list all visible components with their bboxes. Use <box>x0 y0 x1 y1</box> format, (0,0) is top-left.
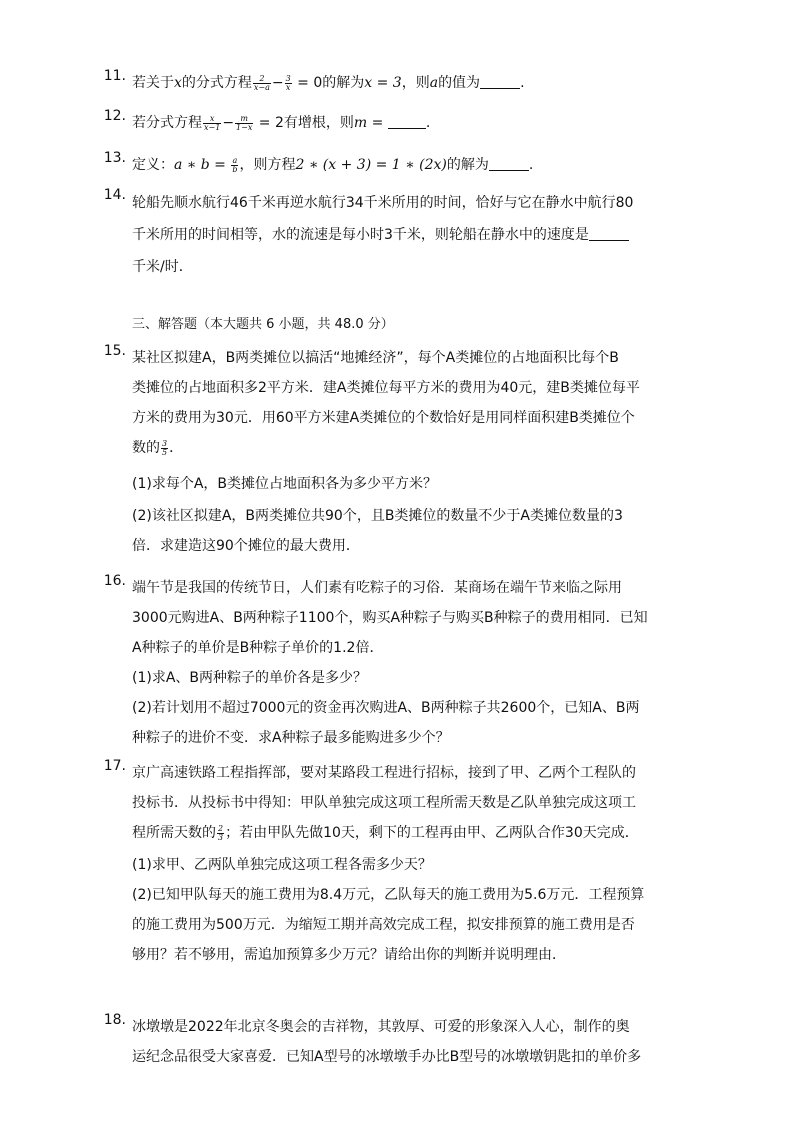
question-15 <box>103 343 672 561</box>
var: m <box>353 115 368 131</box>
question-text: 方米的费用为30元．用60平方米建A类摊位的个数恰好是用同样面积建B类摊位个 <box>132 410 635 426</box>
denominator: b <box>232 165 238 174</box>
text: 千米所用的时间相等，水的流速是每小时3千米，则轮船在静水中的速度是 <box>132 227 589 243</box>
answer-blank[interactable] <box>480 74 520 89</box>
text: = <box>367 115 388 131</box>
question-text: 轮船先顺水航行46千米再逆水航行34千米所用的时间，恰好与它在静水中航行80 <box>132 195 634 211</box>
question-18 <box>103 1012 672 1072</box>
answer-blank[interactable] <box>388 114 426 129</box>
question-17 <box>103 758 672 970</box>
denominator: x <box>285 83 291 92</box>
sub-question: (1)求甲、乙两队单独完成这项工程各需多少天？ <box>132 857 432 873</box>
text: 数的 <box>132 440 160 456</box>
fraction <box>231 157 238 174</box>
denominator: 3 <box>218 833 224 842</box>
sub-question: 的施工费用为500万元．为缩短工期并高效完成工程，拟安排预算的施工费用是否 <box>132 917 635 933</box>
text: 的值为 <box>438 75 481 91</box>
fraction <box>203 115 221 132</box>
question-14 <box>103 187 672 283</box>
question-text <box>132 68 672 98</box>
numerator: 3 <box>162 439 168 448</box>
text: . <box>528 157 534 173</box>
numerator: 3 <box>285 74 291 83</box>
text: − <box>222 115 235 131</box>
question-number: 11. <box>103 68 126 84</box>
section-heading: 三、解答题（本大题共 6 小题，共 48.0 分） <box>132 317 394 332</box>
question-text <box>132 150 672 180</box>
question-12 <box>103 108 672 138</box>
question-text: 运纪念品很受大家喜爱．已知A型号的冰墩墩手办比B型号的冰墩墩钥匙扣的单价多 <box>132 1049 642 1065</box>
text: 程所需天数的 <box>132 825 216 841</box>
text: = 2有增根，则 <box>254 115 354 131</box>
denominator: 1−x <box>236 123 253 132</box>
question-text: 投标书．从投标书中得知：甲队单独完成这项工程所需天数是乙队单独完成这项工 <box>132 795 636 811</box>
answer-blank[interactable] <box>589 226 629 241</box>
text: . <box>520 75 525 91</box>
var: x <box>174 75 182 91</box>
question-text <box>132 433 672 463</box>
question-number: 14. <box>103 187 126 203</box>
question-text <box>132 108 672 138</box>
question-number: 13. <box>103 150 126 166</box>
numerator: x <box>203 115 221 124</box>
math: a ∗ b = <box>174 157 231 173</box>
fraction <box>235 115 253 132</box>
question-text: 端午节是我国的传统节日，人们素有吃粽子的习俗．某商场在端午节来临之际用 <box>132 580 622 596</box>
sub-question: (2)已知甲队每天的施工费用为8.4万元，乙队每天的施工费用为5.6万元．工程预算 <box>132 887 645 903</box>
denominator: 5 <box>162 448 168 457</box>
sub-question: 倍．求建造这90个摊位的最大费用． <box>132 538 360 554</box>
denominator: x−1 <box>204 123 221 132</box>
numerator: a <box>232 156 238 165</box>
fraction <box>285 75 292 92</box>
fraction <box>161 440 168 457</box>
denominator: x−a <box>253 83 270 92</box>
question-text: 千米/时． <box>132 259 193 275</box>
question-text: 3000元购进A、B两种粽子1100个，购买A种粽子与购买B种粽子的费用相同．已知 <box>132 610 648 626</box>
question-text: 冰墩墩是2022年北京冬奥会的吉祥物，其敦厚、可爱的形象深入人心，制作的奥 <box>132 1019 630 1035</box>
numerator: 2 <box>253 75 271 84</box>
text: − <box>271 75 284 91</box>
text: 的解为 <box>446 157 489 173</box>
text: . <box>425 115 431 131</box>
text: = 0的解为 <box>292 75 365 91</box>
question-number: 15. <box>103 343 126 359</box>
question-16 <box>103 573 672 753</box>
question-number: 12. <box>103 108 126 124</box>
question-13 <box>103 150 672 180</box>
question-text: 京广高速铁路工程指挥部，要对某路段工程进行招标，接到了甲、乙两个工程队的 <box>132 765 636 781</box>
question-text: A种粽子的单价是B种粽子单价的1.2倍． <box>132 640 384 656</box>
question-text: 某社区拟建A，B两类摊位以搞活“地摊经济”，每个A类摊位的占地面积比每个B <box>132 350 619 366</box>
sub-question: 种粽子的进价不变．求A种粽子最多能购进多少个？ <box>132 730 450 746</box>
question-number: 16. <box>103 573 126 589</box>
question-number: 17. <box>103 758 126 774</box>
question-text <box>132 818 672 848</box>
text: ，则 <box>401 75 430 91</box>
text: ． <box>169 440 184 456</box>
numerator: m <box>235 115 253 124</box>
text: ，则方程 <box>239 157 296 173</box>
text: 的分式方程 <box>181 75 252 91</box>
text: ；若由甲队先做10天，剩下的工程再由甲、乙两队合作30天完成． <box>225 825 639 841</box>
var: a <box>429 75 439 91</box>
numerator: 2 <box>218 824 224 833</box>
math: 2 ∗ (x + 3) = 1 ∗ (2x) <box>295 157 447 173</box>
sub-question: (1)求每个A，B类摊位占地面积各为多少平方米？ <box>132 476 438 492</box>
sub-question: (1)求A、B两种粽子的单价各是多少？ <box>132 670 368 686</box>
sub-question: (2)若计划用不超过7000元的资金再次购进A、B两种粽子共2600个，已知A、B两 <box>132 700 640 716</box>
question-text <box>132 219 672 251</box>
text: 若分式方程 <box>132 115 202 131</box>
answer-blank[interactable] <box>489 156 529 171</box>
fraction <box>217 825 224 842</box>
question-11 <box>103 68 672 98</box>
math: x = 3 <box>364 75 402 91</box>
text: 定义： <box>132 157 174 173</box>
text: 若关于 <box>132 75 174 91</box>
question-number: 18. <box>103 1012 126 1028</box>
sub-question: 够用？若不够用，需追加预算多少万元？请给出你的判断并说明理由． <box>132 947 566 963</box>
question-text: 类摊位的占地面积多2平方米．建A类摊位每平方米的费用为40元，建B类摊位每平 <box>132 380 640 396</box>
fraction <box>253 75 271 92</box>
sub-question: (2)该社区拟建A，B两类摊位共90个，且B类摊位的数量不少于A类摊位数量的3 <box>132 508 623 524</box>
